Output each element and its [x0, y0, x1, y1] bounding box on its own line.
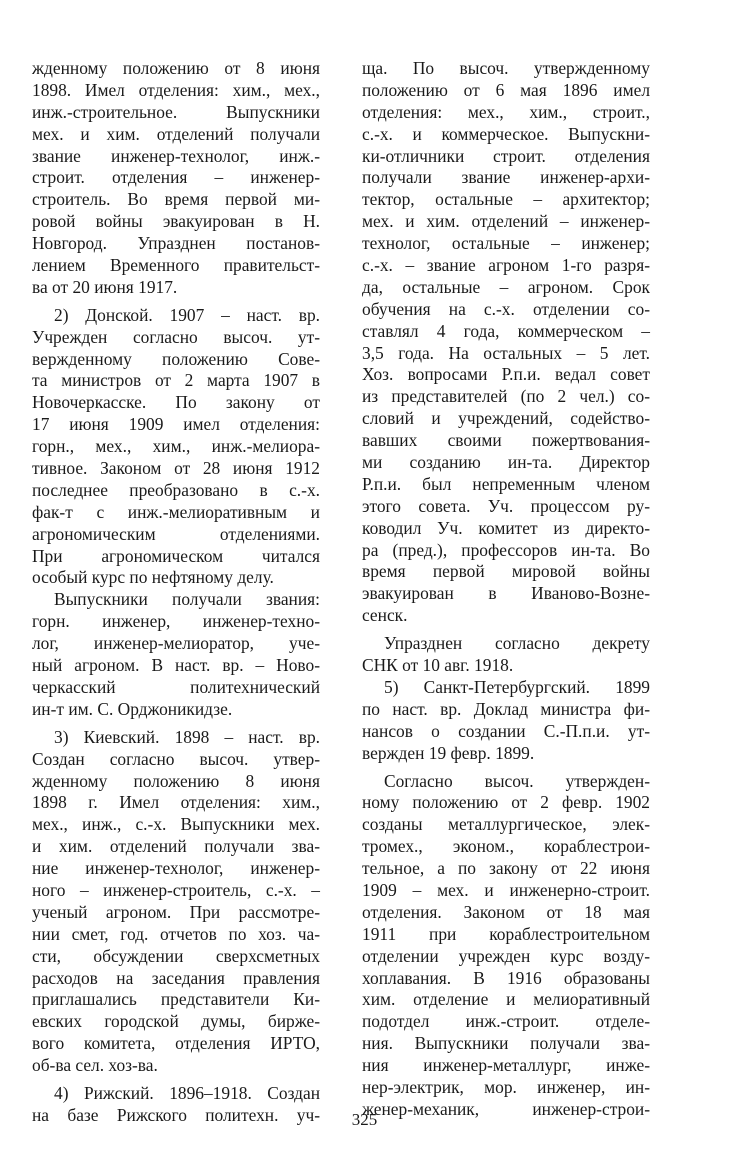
text-line: об-ва сел. хоз-ва.	[32, 1055, 158, 1076]
text-line: и хим. отделений получали зва-	[32, 836, 320, 857]
text-line: Новочеркасске. По закону от	[32, 392, 320, 413]
text-line: мех., инж., с.-х. Выпускники мех.	[32, 814, 320, 835]
text-line: вавших своими пожертвования-	[362, 430, 650, 451]
text-line: ния инженер-металлург, инже-	[362, 1055, 650, 1076]
text-line: нансов о создании С.-П.п.и. ут-	[362, 720, 650, 741]
text-line: ва от 20 июня 1917.	[32, 276, 178, 297]
text-line: Новгород. Упразднен постанов-	[32, 233, 320, 254]
text-line: тельное, а по закону от 22 июня	[362, 858, 650, 879]
text-line: жденному положению от 8 июня	[32, 58, 320, 78]
text-line: с.-х. и коммерческое. Выпускни-	[362, 123, 650, 144]
text-line: ководил Уч. комитет из директо-	[362, 517, 650, 538]
text-line: та министров от 2 марта 1907 в	[32, 370, 320, 391]
text-line: Согласно высоч. утвержден-	[384, 770, 650, 791]
text-line: вержден 19 февр. 1899.	[362, 742, 535, 763]
text-line: сти, обсуждении сверхсметных	[32, 945, 320, 966]
paragraph-riga-abolished	[362, 633, 650, 677]
paragraph-donskoy-graduates	[32, 589, 320, 720]
text-line: отделения. Законом от 18 мая	[362, 901, 650, 922]
text-line: Хоз. вопросами Р.п.и. ведал совет	[362, 364, 650, 385]
text-line: Создан согласно высоч. утвер-	[32, 748, 320, 769]
text-line: на базе Рижского политехн. уч-	[32, 1104, 320, 1125]
text-line: приглашались представители Ки-	[32, 989, 320, 1010]
text-line: созданы металлургическое, элек-	[362, 814, 650, 835]
text-line: 3) Киевский. 1898 – наст. вр.	[54, 726, 320, 747]
text-line: обучения на с.-х. отделении со-	[362, 298, 650, 319]
text-line: горн. инженер, инженер-техно-	[32, 611, 320, 632]
text-line: ра (пред.), профессоров ин-та. Во	[362, 539, 650, 560]
text-line: нии смет, год. отчетов по хоз. ча-	[32, 923, 320, 944]
text-line: агрономическим отделениями.	[32, 523, 320, 544]
text-line: технолог, остальные – инженер;	[362, 233, 650, 254]
text-line: ния. Выпускники получали зва-	[362, 1033, 650, 1054]
text-line: мех. и хим. отделений – инженер-	[362, 211, 650, 232]
text-line: ин-т им. С. Орджоникидзе.	[32, 698, 233, 719]
text-line: словий и учреждений, содейство-	[362, 408, 650, 429]
text-line: ща. По высоч. утвержденному	[362, 58, 650, 78]
text-line: мех. и хим. отделений получали	[32, 123, 320, 144]
text-line: 3,5 года. На остальных – 5 лет.	[362, 342, 650, 363]
text-line: нер-электрик, мор. инженер, ин-	[362, 1076, 650, 1097]
left-column	[32, 58, 320, 1127]
text-line: черкасский политехнический	[32, 676, 320, 697]
text-line: ние инженер-технолог, инженер-	[32, 858, 320, 879]
text-line: подотдел инж.-строит. отделе-	[362, 1011, 650, 1032]
text-line: ми созданию ин-та. Директор	[362, 452, 650, 473]
text-line: с.-х. – звание агроном 1-го разря-	[362, 255, 650, 276]
text-line: строитель. Во время первой ми-	[32, 189, 320, 210]
text-line: отделения: мех., хим., строит.,	[362, 101, 650, 122]
paragraph-saint-petersburg-departments	[362, 771, 650, 1121]
text-line: СНК от 10 авг. 1918.	[362, 655, 514, 676]
text-line: хоплавания. В 1916 образованы	[362, 967, 650, 988]
text-line: женер-механик, инженер-строи-	[362, 1098, 650, 1119]
paragraph-polytechnic-continuation	[32, 58, 320, 299]
right-column	[362, 58, 650, 1121]
page-number: 325	[351, 1110, 378, 1129]
text-line: ставлял 4 года, коммерческом –	[362, 320, 650, 341]
text-line: горн., мех., хим., инж.-мелиора-	[32, 436, 320, 457]
text-line: жденному положению 8 июня	[32, 770, 320, 791]
text-line: тивное. Законом от 28 июня 1912	[32, 458, 320, 479]
text-line: ровой войны эвакуирован в Н.	[32, 211, 320, 232]
text-line: 5) Санкт-Петербургский. 1899	[384, 676, 650, 697]
text-line: из представителей (по 2 чел.) со-	[362, 386, 650, 407]
text-line: время первой мировой войны	[362, 561, 650, 582]
text-line: 17 июня 1909 имел отделения:	[32, 414, 320, 435]
text-line: строит. отделения – инженер-	[32, 167, 320, 188]
text-line: лог, инженер-мелиоратор, уче-	[32, 633, 320, 654]
text-line: вого комитета, отделения ИРТО,	[32, 1033, 320, 1054]
text-line: евских городской думы, бирже-	[32, 1011, 320, 1032]
text-line: по наст. вр. Доклад министра фи-	[362, 698, 650, 719]
text-line: ного – инженер-строитель, с.-х. –	[32, 879, 320, 900]
text-line: особый курс по нефтяному делу.	[32, 567, 274, 588]
text-line: ки-отличники строит. отделения	[362, 145, 650, 166]
text-line: Учрежден согласно высоч. ут-	[32, 326, 320, 347]
text-line: сенск.	[362, 605, 408, 626]
text-line: отделении учрежден курс возду-	[362, 945, 650, 966]
text-line: положению от 6 мая 1896 имел	[362, 79, 650, 100]
text-line: получали звание инженер-архи-	[362, 167, 650, 188]
text-line: да, остальные – агроном. Срок	[362, 276, 650, 297]
text-line: эвакуирован в Иваново-Возне-	[362, 583, 650, 604]
text-line: Р.п.и. был непременным членом	[362, 473, 650, 494]
text-line: хим. отделение и мелиоративный	[362, 989, 650, 1010]
text-line: 1898. Имел отделения: хим., мех.,	[32, 79, 320, 100]
paragraph-kiev	[32, 727, 320, 1077]
paragraph-donskoy	[32, 305, 320, 590]
text-line: 2) Донской. 1907 – наст. вр.	[54, 304, 320, 325]
paragraph-saint-petersburg	[362, 677, 650, 765]
text-line: тромех., эконом., кораблестрои-	[362, 836, 650, 857]
text-line: 4) Рижский. 1896–1918. Создан	[54, 1082, 320, 1103]
text-line: фак-т с инж.-мелиоративным и	[32, 501, 320, 522]
paragraph-riga-continuation	[362, 58, 650, 627]
text-line: вержденному положению Сове-	[32, 348, 320, 369]
text-line: этого совета. Уч. процессом ру-	[362, 495, 650, 516]
text-line: ному положению от 2 февр. 1902	[362, 792, 650, 813]
text-line: ный агроном. В наст. вр. – Ново-	[32, 655, 320, 676]
text-line: последнее преобразовано в с.-х.	[32, 479, 320, 500]
text-line: 1909 – мех. и инженерно-строит.	[362, 879, 650, 900]
text-line: звание инженер-технолог, инж.-	[32, 145, 320, 166]
text-line: лением Временного правительст-	[32, 255, 320, 276]
text-line: тектор, остальные – архитектор;	[362, 189, 650, 210]
text-line: 1911 при кораблестроительном	[362, 923, 650, 944]
text-line: Выпускники получали звания:	[54, 589, 320, 610]
text-line: инж.-строительное. Выпускники	[32, 101, 320, 122]
text-line: расходов на заседания правления	[32, 967, 320, 988]
text-line: 1898 г. Имел отделения: хим.,	[32, 792, 320, 813]
text-line: ученый агроном. При рассмотре-	[32, 901, 320, 922]
text-line: При агрономическом читался	[32, 545, 320, 566]
text-line: Упразднен согласно декрету	[384, 633, 650, 654]
